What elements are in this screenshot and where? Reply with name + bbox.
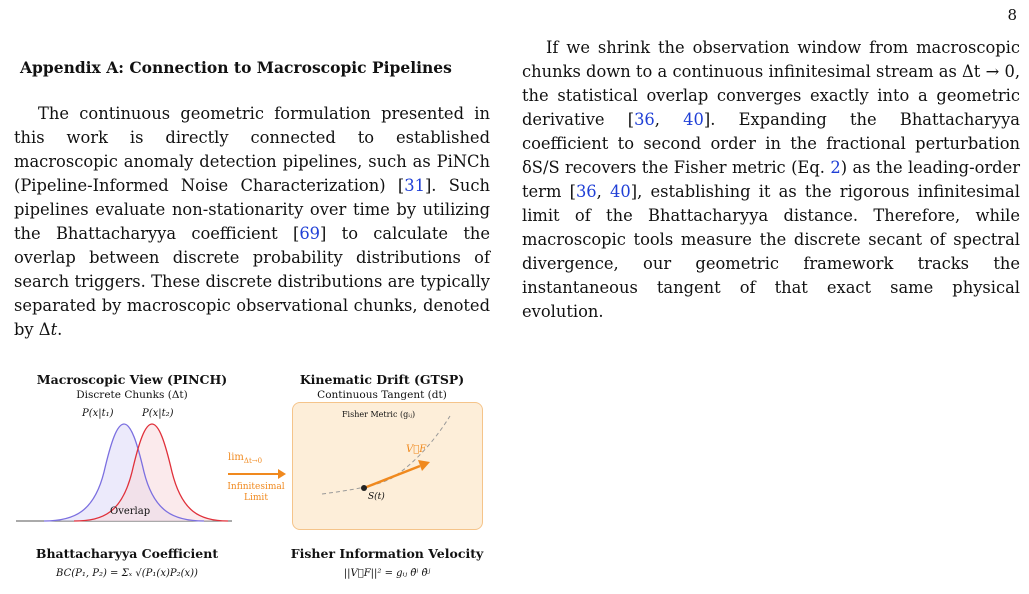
velocity-label: V⃗F (406, 444, 427, 455)
right-panel-title: Kinematic Drift (GTSP) (299, 372, 465, 387)
left-bottom-title: Bhattacharyya Coefficient (35, 546, 219, 561)
left-paragraph (14, 102, 490, 342)
right-paragraph (522, 36, 1020, 324)
left-panel-title: Macroscopic View (PINCH) (36, 372, 228, 387)
fisher-velocity-formula: ||V⃗F||² = gᵢⱼ θ̇ⁱ θ̇ʲ (343, 568, 431, 579)
limit-line1: Infinitesimal (227, 482, 285, 492)
page-number: 8 (1007, 6, 1017, 24)
state-label: S(t) (368, 492, 385, 502)
text-span: ]. Expanding the Bhattacharyya coefficient to second order in the fractional perturbation δS/S recovers the Fisher metric (Eq. (522, 110, 1021, 177)
limit-line2: Limit (244, 493, 268, 503)
section-title: Appendix A: Connection to Macroscopic Pipelines (20, 58, 452, 77)
equation-link[interactable]: 2 (830, 158, 841, 177)
citation-link[interactable]: 31 (404, 176, 425, 195)
citation-link[interactable]: 40 (683, 110, 704, 129)
state-point (361, 485, 367, 491)
infinitesimal-limit-text (220, 482, 292, 504)
overlap-label: Overlap (110, 506, 151, 517)
manifold-curve (322, 416, 450, 494)
dist1-label: P(x|t₁) (82, 408, 114, 419)
text-span: If we shrink the observation window from macroscopic chunks down to a continuous infinitesimal stream as Δt → 0, the statistical overlap converges exactly into a geometric derivative [ (522, 38, 1020, 129)
fisher-metric-label: Fisher Metric (gᵢⱼ) (342, 410, 416, 419)
bc-formula: BC(P₁, P₂) = Σₓ √(P₁(x)P₂(x)) (56, 568, 198, 579)
text-span: . (57, 320, 63, 339)
text-span: ] to calculate the overlap between discrete probability distributions of search triggers. These discrete distributions are typically separated by macroscopic observational chunks, denoted by Δ (14, 224, 490, 339)
text-span: The continuous geometric formulation presented in this work is directly connected to established macroscopic anomaly detection pipelines, such as PiNCh (Pipeline-Informed Noise Characterization) [ (14, 104, 490, 195)
text-span: ]. Such pipelines evaluate non-stationarity over time by utilizing the Bhattacharyya coefficient [ (14, 176, 491, 243)
left-panel-subtitle: Discrete Chunks (Δt) (76, 389, 188, 401)
right-panel-subtitle: Continuous Tangent (dt) (317, 389, 447, 401)
right-bottom-title: Fisher Information Velocity (290, 546, 484, 561)
right-column (522, 36, 1020, 324)
text-span: , (654, 110, 684, 129)
limit-text: lim (228, 452, 244, 463)
tangent-plot (292, 402, 481, 528)
velocity-arrow (364, 466, 420, 488)
limit-arrow (226, 468, 288, 480)
citation-link[interactable]: 36 (575, 182, 597, 201)
dist2-label: P(x|t₂) (142, 408, 174, 419)
figure (14, 372, 502, 594)
text-span: , (596, 182, 611, 201)
citation-link[interactable]: 69 (299, 224, 321, 243)
limit-label (228, 452, 262, 465)
left-column (14, 58, 490, 342)
text-span: ) as the leading-order term [ (522, 158, 1020, 201)
citation-link[interactable]: 36 (634, 110, 655, 129)
citation-link[interactable]: 40 (610, 182, 631, 201)
math-variable: t (50, 320, 58, 339)
limit-subscript: Δt→0 (243, 457, 263, 465)
text-span: ], establishing it as the rigorous infinitesimal limit of the Bhattacharyya distance. Therefore, while macroscopic tools measure the discrete secant of spectral divergence, our geometric framework tracks the instantaneous tangent of that exact same physical evolution. (522, 182, 1020, 321)
